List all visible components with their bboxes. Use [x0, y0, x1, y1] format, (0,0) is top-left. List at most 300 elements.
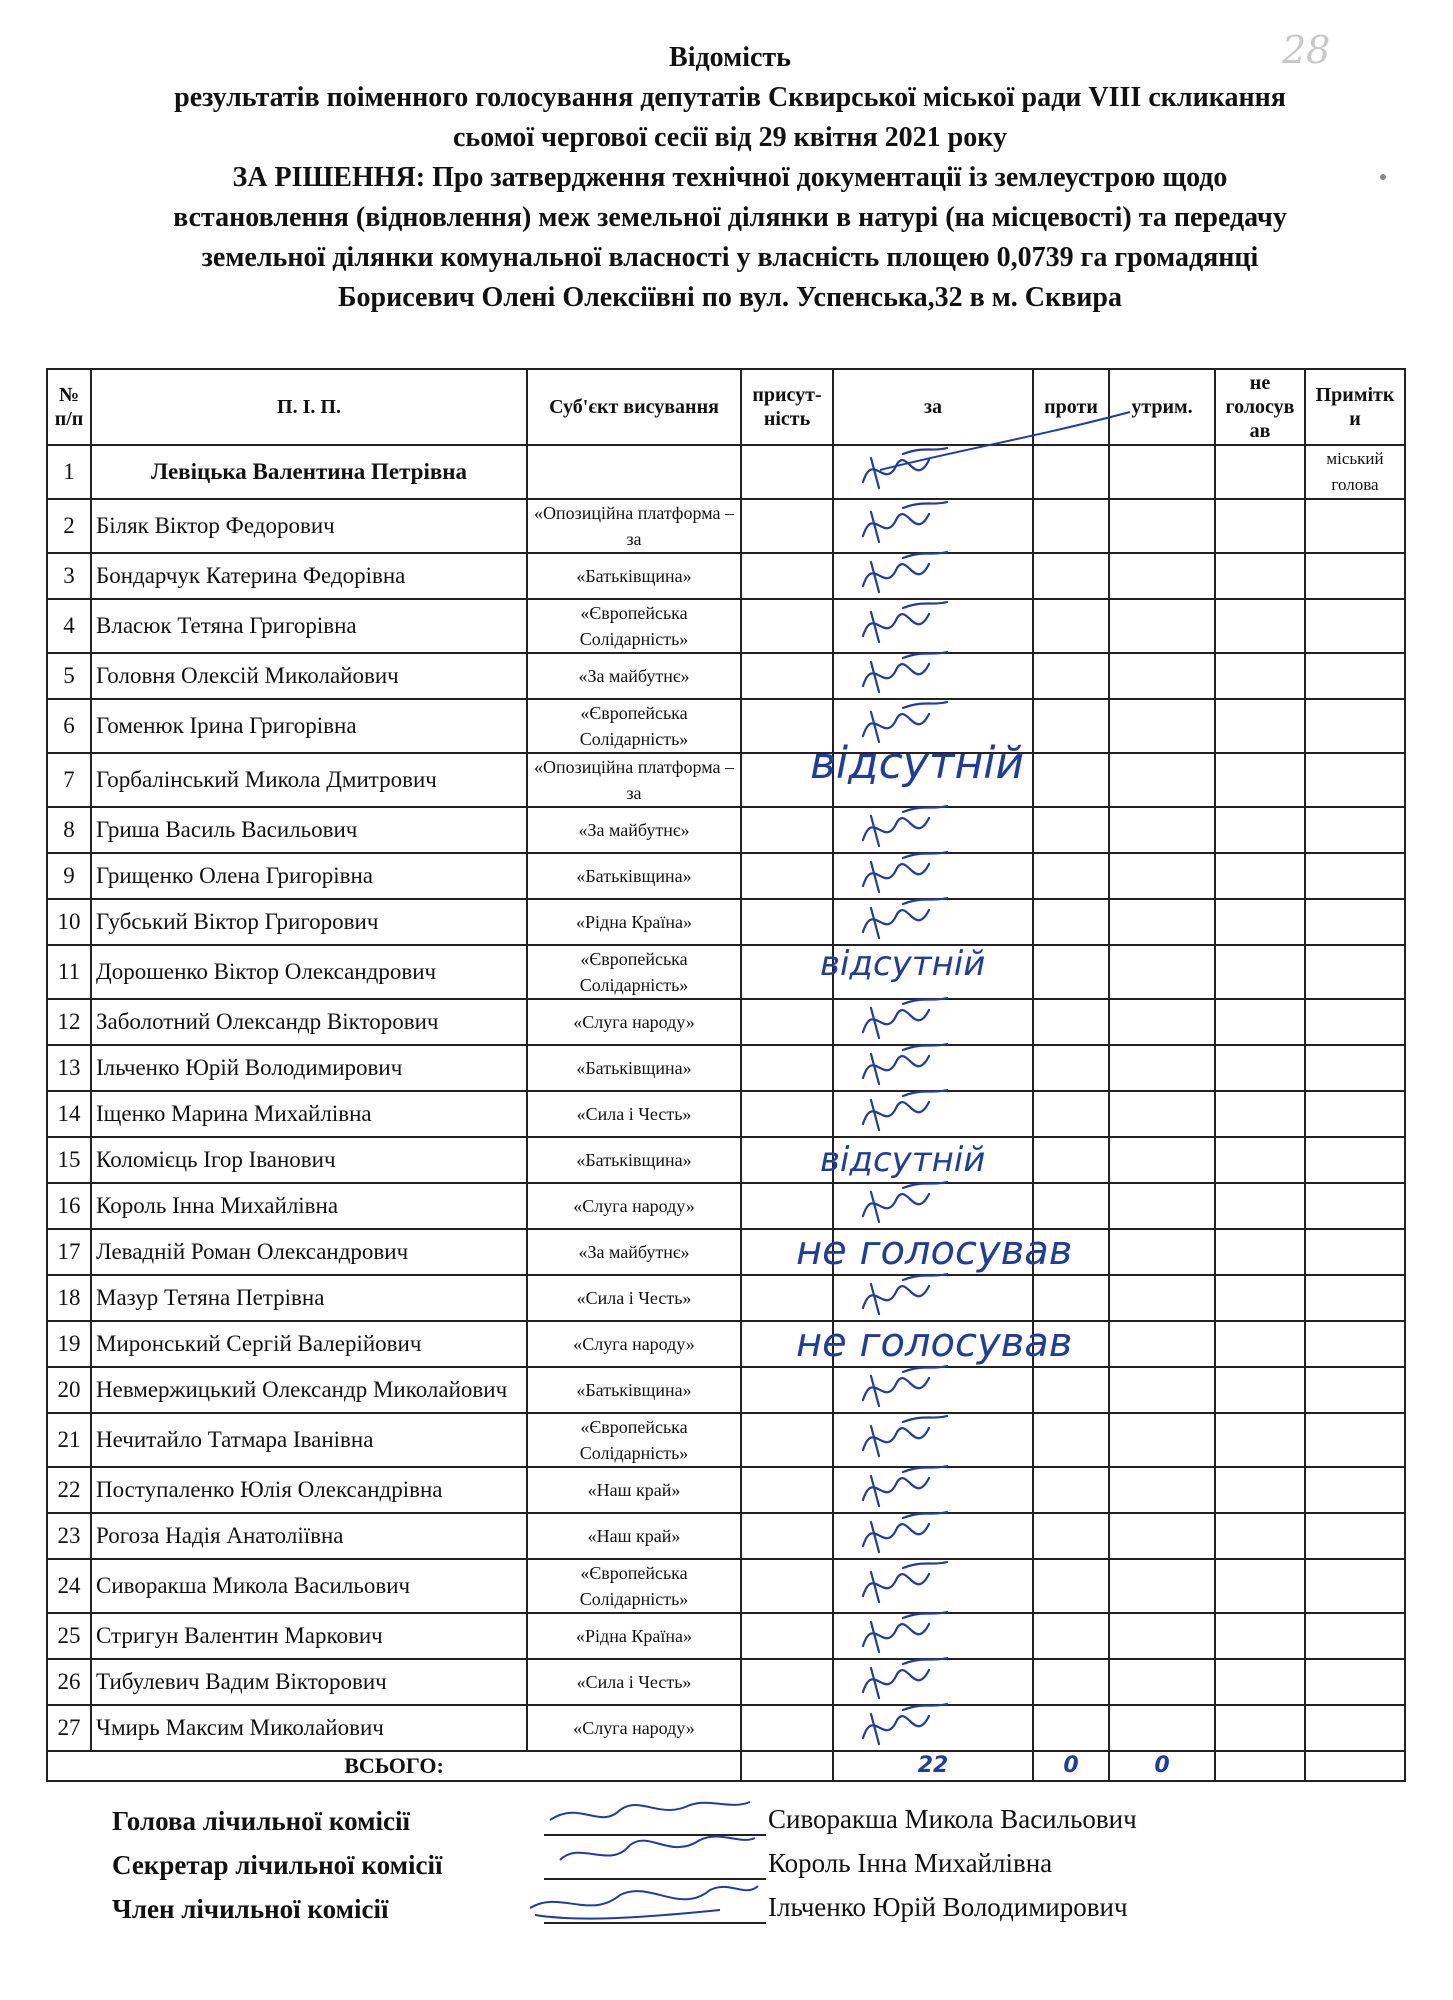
cell-not-voted — [1215, 1467, 1305, 1513]
cell-num: 6 — [47, 699, 91, 753]
cell-party: «Європейська Солідарність» — [527, 699, 741, 753]
table-row — [47, 999, 1405, 1045]
cell-party: «Батьківщина» — [527, 853, 741, 899]
cell-num: 7 — [47, 753, 91, 807]
cell-name: Нечитайло Татмара Іванівна — [91, 1413, 527, 1467]
cell-num: 3 — [47, 553, 91, 599]
cell-present — [741, 1367, 833, 1413]
cell-num: 1 — [47, 445, 91, 499]
total-against: 0 — [1033, 1751, 1109, 1781]
cell-present — [741, 1467, 833, 1513]
cell-abstain — [1109, 653, 1215, 699]
cell-num: 17 — [47, 1229, 91, 1275]
cell-not-voted — [1215, 599, 1305, 653]
cell-abstain — [1109, 599, 1215, 653]
cell-for — [833, 1183, 1033, 1229]
table-row — [47, 1229, 1405, 1275]
cell-name: Грищенко Олена Григорівна — [91, 853, 527, 899]
cell-against — [1033, 1413, 1109, 1467]
cell-not-voted — [1215, 1367, 1305, 1413]
header-line-6: земельної ділянки комунальної власності у власність площею 0,0739 га громадянці — [201, 242, 1259, 273]
cell-abstain — [1109, 1321, 1215, 1367]
signature-row — [112, 1888, 1352, 1932]
cell-for — [833, 499, 1033, 553]
col-header-not-voted: не голосув ав — [1215, 369, 1305, 445]
cell-note — [1305, 599, 1405, 653]
commission-signatures — [112, 1800, 1352, 1932]
cell-abstain — [1109, 499, 1215, 553]
cell-not-voted — [1215, 1513, 1305, 1559]
cell-party: «Батьківщина» — [527, 553, 741, 599]
cell-name: Власюк Тетяна Григорівна — [91, 599, 527, 653]
header-line-4: ЗА РІШЕННЯ: Про затвердження технічної документації із землеустрою щодо — [232, 162, 1228, 193]
cell-present — [741, 1659, 833, 1705]
cell-name: Іщенко Марина Михайлівна — [91, 1091, 527, 1137]
cell-present — [741, 653, 833, 699]
cell-against — [1033, 499, 1109, 553]
cell-name: Губський Віктор Григорович — [91, 899, 527, 945]
cell-note — [1305, 553, 1405, 599]
cell-party: «Опозиційна платформа – за — [527, 753, 741, 807]
cell-num: 13 — [47, 1045, 91, 1091]
cell-abstain — [1109, 753, 1215, 807]
cell-note — [1305, 1467, 1405, 1513]
handwritten-not-voted-17: не голосував — [796, 1228, 1073, 1274]
cell-against — [1033, 1467, 1109, 1513]
cell-name: Поступаленко Юлія Олександрівна — [91, 1467, 527, 1513]
cell-present — [741, 1275, 833, 1321]
cell-name: Біляк Віктор Федорович — [91, 499, 527, 553]
col-header-abstain: утрим. — [1109, 369, 1215, 445]
handwritten-absent-7: відсутній — [810, 738, 1025, 789]
signature-line — [544, 1922, 766, 1924]
table-row — [47, 899, 1405, 945]
signature-line — [544, 1878, 766, 1880]
cell-for — [833, 1513, 1033, 1559]
cell-note — [1305, 1367, 1405, 1413]
cell-num: 10 — [47, 899, 91, 945]
cell-for — [833, 1705, 1033, 1751]
table-row — [47, 1513, 1405, 1559]
cell-not-voted — [1215, 1183, 1305, 1229]
cell-against — [1033, 945, 1109, 999]
cell-party: «Рідна Країна» — [527, 1613, 741, 1659]
cell-present — [741, 999, 833, 1045]
cell-for — [833, 1367, 1033, 1413]
table-row — [47, 1183, 1405, 1229]
handwritten-not-voted-19: не голосував — [796, 1320, 1073, 1366]
cell-party: «Сила і Честь» — [527, 1091, 741, 1137]
cell-party: «За майбутнє» — [527, 807, 741, 853]
cell-for — [833, 1467, 1033, 1513]
signature-line — [544, 1834, 766, 1836]
cell-num: 23 — [47, 1513, 91, 1559]
cell-for — [833, 1045, 1033, 1091]
cell-abstain — [1109, 1275, 1215, 1321]
cell-party: «За майбутнє» — [527, 1229, 741, 1275]
col-header-note: Примітк и — [1305, 369, 1405, 445]
cell-against — [1033, 653, 1109, 699]
cell-abstain — [1109, 899, 1215, 945]
cell-not-voted — [1215, 1705, 1305, 1751]
cell-present — [741, 1559, 833, 1613]
cell-party: «Рідна Країна» — [527, 899, 741, 945]
cell-num: 5 — [47, 653, 91, 699]
cell-abstain — [1109, 1091, 1215, 1137]
total-abstain: 0 — [1109, 1751, 1215, 1781]
cell-name: Чмирь Максим Миколайович — [91, 1705, 527, 1751]
table-row — [47, 1467, 1405, 1513]
cell-against — [1033, 1045, 1109, 1091]
table-row — [47, 653, 1405, 699]
cell-against — [1033, 553, 1109, 599]
cell-party: «Наш край» — [527, 1513, 741, 1559]
cell-name: Король Інна Михайлівна — [91, 1183, 527, 1229]
table-header-row — [47, 369, 1405, 445]
cell-note — [1305, 1321, 1405, 1367]
table-row — [47, 1321, 1405, 1367]
cell-for — [833, 1413, 1033, 1467]
cell-party: «Європейська Солідарність» — [527, 599, 741, 653]
cell-present — [741, 899, 833, 945]
cell-not-voted — [1215, 1275, 1305, 1321]
cell-name: Заболотний Олександр Вікторович — [91, 999, 527, 1045]
cell-note — [1305, 699, 1405, 753]
cell-for — [833, 553, 1033, 599]
cell-note — [1305, 653, 1405, 699]
cell-note — [1305, 807, 1405, 853]
cell-num: 26 — [47, 1659, 91, 1705]
cell-present — [741, 1413, 833, 1467]
cell-note — [1305, 1045, 1405, 1091]
cell-not-voted — [1215, 1321, 1305, 1367]
header-line-5: встановлення (відновлення) меж земельної ділянки в натурі (на місцевості) та передачу — [173, 202, 1287, 233]
cell-party: «Слуга народу» — [527, 1321, 741, 1367]
table-row — [47, 1659, 1405, 1705]
cell-for — [833, 853, 1033, 899]
cell-party: «Сила і Честь» — [527, 1275, 741, 1321]
cell-note — [1305, 1183, 1405, 1229]
cell-not-voted — [1215, 853, 1305, 899]
col-header-party: Суб'єкт висування — [527, 369, 741, 445]
cell-present — [741, 553, 833, 599]
cell-num: 4 — [47, 599, 91, 653]
col-header-for: за — [833, 369, 1033, 445]
total-present — [741, 1751, 833, 1781]
cell-name: Горбалінський Микола Дмитрович — [91, 753, 527, 807]
cell-not-voted — [1215, 1045, 1305, 1091]
cell-name: Мазур Тетяна Петрівна — [91, 1275, 527, 1321]
cell-note — [1305, 1137, 1405, 1183]
cell-present — [741, 499, 833, 553]
cell-note: міський голова — [1305, 445, 1405, 499]
cell-not-voted — [1215, 1559, 1305, 1613]
cell-present — [741, 1045, 833, 1091]
cell-present — [741, 1513, 833, 1559]
cell-for — [833, 899, 1033, 945]
cell-name: Тибулевич Вадим Вікторович — [91, 1659, 527, 1705]
cell-party — [527, 445, 741, 499]
handwritten-absent-11: відсутній — [820, 944, 986, 984]
cell-against — [1033, 753, 1109, 807]
cell-present — [741, 853, 833, 899]
cell-party: «Слуга народу» — [527, 999, 741, 1045]
cell-num: 11 — [47, 945, 91, 999]
table-row — [47, 1367, 1405, 1413]
table-row — [47, 699, 1405, 753]
cell-not-voted — [1215, 807, 1305, 853]
cell-note — [1305, 1229, 1405, 1275]
cell-num: 18 — [47, 1275, 91, 1321]
cell-note — [1305, 853, 1405, 899]
cell-present — [741, 1183, 833, 1229]
cell-not-voted — [1215, 699, 1305, 753]
signature-name: Ільченко Юрій Володимирович — [768, 1892, 1128, 1922]
col-header-name: П. І. П. — [91, 369, 527, 445]
cell-num: 14 — [47, 1091, 91, 1137]
cell-not-voted — [1215, 1091, 1305, 1137]
cell-for — [833, 445, 1033, 499]
table-row — [47, 1613, 1405, 1659]
cell-for — [833, 599, 1033, 653]
page-number: 28 — [1282, 28, 1331, 72]
cell-not-voted — [1215, 499, 1305, 553]
cell-party: «За майбутнє» — [527, 653, 741, 699]
table-row — [47, 1137, 1405, 1183]
cell-name: Гриша Василь Васильович — [91, 807, 527, 853]
cell-num: 15 — [47, 1137, 91, 1183]
header-line-3: сьомої чергової сесії від 29 квітня 2021 року — [453, 122, 1007, 153]
table-row — [47, 445, 1405, 499]
cell-for — [833, 999, 1033, 1045]
cell-note — [1305, 1559, 1405, 1613]
cell-abstain — [1109, 553, 1215, 599]
cell-party: «Опозиційна платформа – за — [527, 499, 741, 553]
signature-row — [112, 1800, 1352, 1844]
cell-for — [833, 653, 1033, 699]
cell-abstain — [1109, 1513, 1215, 1559]
table-row — [47, 499, 1405, 553]
cell-not-voted — [1215, 653, 1305, 699]
cell-name: Коломієць Ігор Іванович — [91, 1137, 527, 1183]
signature-name: Сиворакша Микола Васильович — [768, 1804, 1137, 1834]
voting-table — [46, 368, 1406, 1782]
cell-party: «Наш край» — [527, 1467, 741, 1513]
cell-abstain — [1109, 1467, 1215, 1513]
cell-present — [741, 445, 833, 499]
cell-abstain — [1109, 1367, 1215, 1413]
cell-note — [1305, 1275, 1405, 1321]
cell-num: 27 — [47, 1705, 91, 1751]
signature-name: Король Інна Михайлівна — [768, 1848, 1053, 1878]
cell-against — [1033, 899, 1109, 945]
cell-party: «Батьківщина» — [527, 1137, 741, 1183]
table-row — [47, 599, 1405, 653]
total-row — [47, 1751, 1405, 1781]
table-row — [47, 807, 1405, 853]
cell-name: Стригун Валентин Маркович — [91, 1613, 527, 1659]
cell-against — [1033, 807, 1109, 853]
cell-party: «Батьківщина» — [527, 1045, 741, 1091]
cell-for — [833, 1559, 1033, 1613]
cell-num: 21 — [47, 1413, 91, 1467]
signature-role: Член лічильної комісії — [112, 1894, 389, 1924]
cell-name: Дорошенко Віктор Олександрович — [91, 945, 527, 999]
cell-name: Левадній Роман Олександрович — [91, 1229, 527, 1275]
handwritten-absent-15: відсутній — [820, 1140, 986, 1180]
cell-note — [1305, 499, 1405, 553]
col-header-against: проти — [1033, 369, 1109, 445]
table-row — [47, 1559, 1405, 1613]
total-not-voted — [1215, 1751, 1305, 1781]
cell-num: 8 — [47, 807, 91, 853]
cell-against — [1033, 999, 1109, 1045]
cell-not-voted — [1215, 1137, 1305, 1183]
cell-note — [1305, 1705, 1405, 1751]
cell-party: «Європейська Солідарність» — [527, 1413, 741, 1467]
cell-for — [833, 807, 1033, 853]
cell-name: Рогоза Надія Анатоліївна — [91, 1513, 527, 1559]
table-body — [47, 445, 1405, 1751]
cell-present — [741, 599, 833, 653]
table-row — [47, 1045, 1405, 1091]
cell-against — [1033, 445, 1109, 499]
cell-abstain — [1109, 945, 1215, 999]
cell-party: «Батьківщина» — [527, 1367, 741, 1413]
cell-abstain — [1109, 1413, 1215, 1467]
total-note — [1305, 1751, 1405, 1781]
cell-party: «Слуга народу» — [527, 1705, 741, 1751]
cell-against — [1033, 1559, 1109, 1613]
table-row — [47, 853, 1405, 899]
cell-party: «Європейська Солідарність» — [527, 945, 741, 999]
cell-name: Сиворакша Микола Васильович — [91, 1559, 527, 1613]
cell-for — [833, 1659, 1033, 1705]
cell-name: Ільченко Юрій Володимирович — [91, 1045, 527, 1091]
cell-not-voted — [1215, 553, 1305, 599]
cell-abstain — [1109, 1659, 1215, 1705]
cell-num: 16 — [47, 1183, 91, 1229]
cell-num: 2 — [47, 499, 91, 553]
cell-party: «Слуга народу» — [527, 1183, 741, 1229]
cell-present — [741, 1705, 833, 1751]
cell-num: 24 — [47, 1559, 91, 1613]
cell-against — [1033, 1275, 1109, 1321]
cell-note — [1305, 1413, 1405, 1467]
cell-not-voted — [1215, 1659, 1305, 1705]
cell-for — [833, 1275, 1033, 1321]
cell-num: 22 — [47, 1467, 91, 1513]
cell-not-voted — [1215, 1413, 1305, 1467]
signature-role: Голова лічильної комісії — [112, 1806, 410, 1836]
cell-present — [741, 807, 833, 853]
cell-abstain — [1109, 1229, 1215, 1275]
table-row — [47, 1275, 1405, 1321]
document-title: Відомість — [669, 42, 791, 73]
cell-abstain — [1109, 1045, 1215, 1091]
cell-against — [1033, 1659, 1109, 1705]
cell-not-voted — [1215, 445, 1305, 499]
cell-not-voted — [1215, 945, 1305, 999]
cell-note — [1305, 753, 1405, 807]
table-row — [47, 1413, 1405, 1467]
cell-name: Миронський Сергій Валерійович — [91, 1321, 527, 1367]
document-header — [40, 38, 1420, 318]
signature-role: Секретар лічильної комісії — [112, 1850, 443, 1880]
cell-note — [1305, 1091, 1405, 1137]
cell-not-voted — [1215, 999, 1305, 1045]
col-header-present: присут-ність — [741, 369, 833, 445]
cell-against — [1033, 599, 1109, 653]
cell-note — [1305, 1659, 1405, 1705]
cell-party: «Сила і Честь» — [527, 1659, 741, 1705]
cell-not-voted — [1215, 1229, 1305, 1275]
table-row — [47, 1705, 1405, 1751]
cell-abstain — [1109, 1705, 1215, 1751]
cell-against — [1033, 699, 1109, 753]
cell-present — [741, 1613, 833, 1659]
cell-against — [1033, 1367, 1109, 1413]
cell-abstain — [1109, 1559, 1215, 1613]
cell-abstain — [1109, 999, 1215, 1045]
cell-note — [1305, 945, 1405, 999]
cell-against — [1033, 1183, 1109, 1229]
cell-abstain — [1109, 1137, 1215, 1183]
cell-present — [741, 1091, 833, 1137]
cell-against — [1033, 1705, 1109, 1751]
total-label: ВСЬОГО: — [47, 1751, 741, 1781]
cell-num: 20 — [47, 1367, 91, 1413]
table-row — [47, 553, 1405, 599]
cell-against — [1033, 1091, 1109, 1137]
cell-num: 25 — [47, 1613, 91, 1659]
cell-name: Бондарчук Катерина Федорівна — [91, 553, 527, 599]
cell-note — [1305, 999, 1405, 1045]
cell-note — [1305, 1613, 1405, 1659]
cell-against — [1033, 1513, 1109, 1559]
table-row — [47, 945, 1405, 999]
cell-note — [1305, 899, 1405, 945]
cell-note — [1305, 1513, 1405, 1559]
total-for: 22 — [833, 1751, 1033, 1781]
signature-row — [112, 1844, 1352, 1888]
cell-name: Гоменюк Ірина Григорівна — [91, 699, 527, 753]
cell-num: 19 — [47, 1321, 91, 1367]
cell-not-voted — [1215, 1613, 1305, 1659]
cell-against — [1033, 1613, 1109, 1659]
header-line-7: Борисевич Олені Олексіївні по вул. Успенська,32 в м. Сквира — [338, 282, 1122, 313]
cell-abstain — [1109, 699, 1215, 753]
cell-against — [1033, 853, 1109, 899]
cell-name: Левіцька Валентина Петрівна — [91, 445, 527, 499]
cell-not-voted — [1215, 899, 1305, 945]
cell-name: Невмержицький Олександр Миколайович — [91, 1367, 527, 1413]
cell-for — [833, 1091, 1033, 1137]
cell-party: «Європейська Солідарність» — [527, 1559, 741, 1613]
cell-abstain — [1109, 1183, 1215, 1229]
cell-against — [1033, 1137, 1109, 1183]
cell-abstain — [1109, 445, 1215, 499]
col-header-num: № п/п — [47, 369, 91, 445]
header-line-2: результатів поіменного голосування депутатів Сквирської міської ради VIII скликання — [174, 82, 1286, 113]
table-row — [47, 753, 1405, 807]
table-row — [47, 1091, 1405, 1137]
cell-not-voted — [1215, 753, 1305, 807]
cell-num: 12 — [47, 999, 91, 1045]
cell-num: 9 — [47, 853, 91, 899]
cell-for — [833, 1613, 1033, 1659]
cell-name: Головня Олексій Миколайович — [91, 653, 527, 699]
